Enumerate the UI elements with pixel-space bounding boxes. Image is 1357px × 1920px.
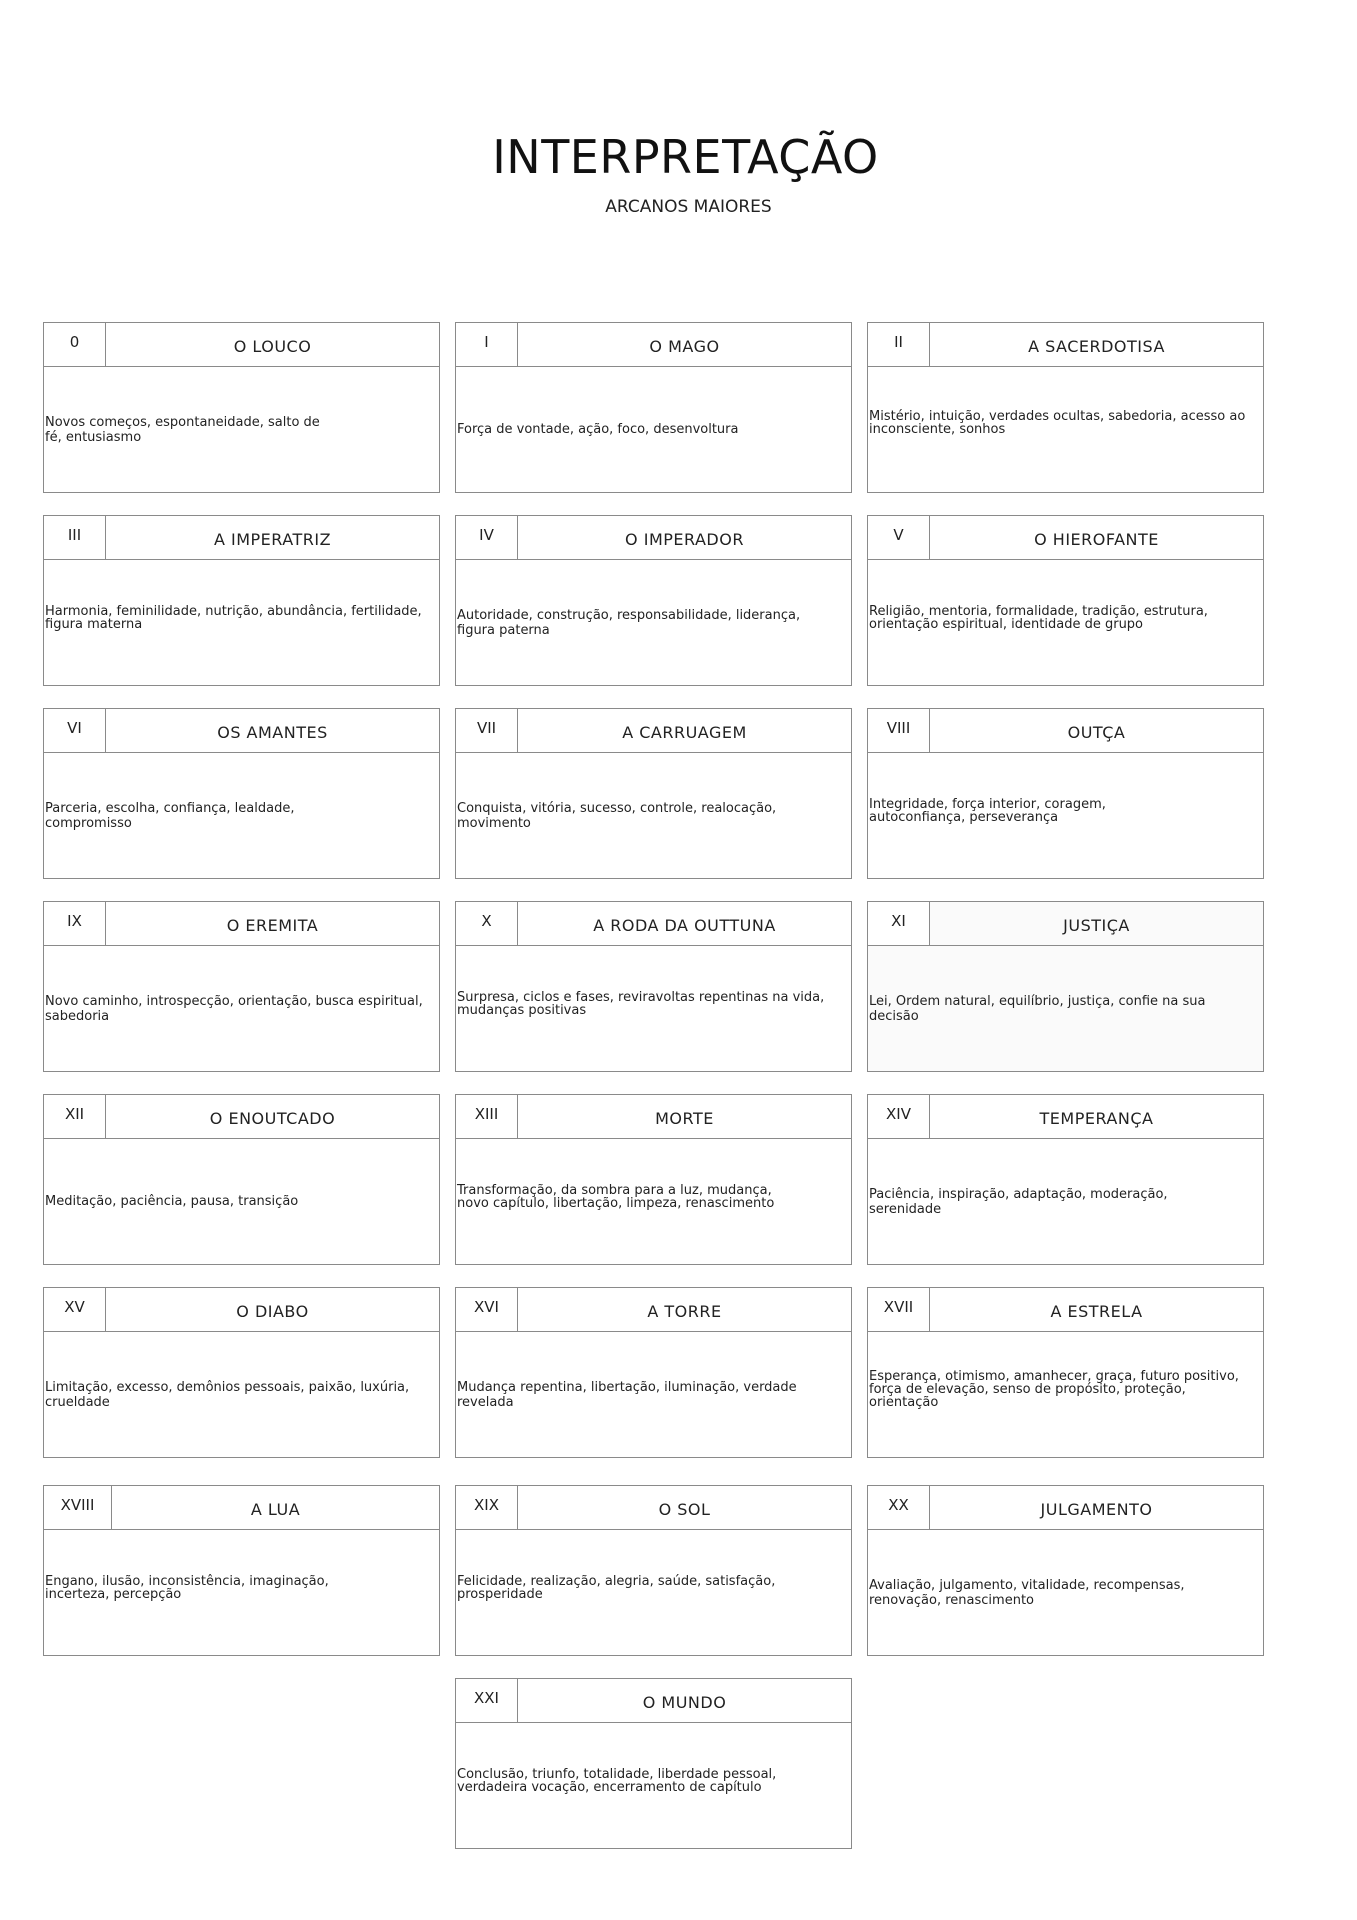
card-name: JULGAMENTO bbox=[1040, 1500, 1153, 1519]
card-name: O HIEROFANTE bbox=[1034, 530, 1159, 549]
tarot-card-11 bbox=[867, 901, 1264, 1072]
card-body bbox=[44, 753, 439, 878]
tarot-card-1 bbox=[455, 322, 852, 493]
card-meaning: Avaliação, julgamento, vitalidade, recompensas, renovação, renascimento bbox=[869, 1577, 1185, 1608]
card-meaning: Surpresa, ciclos e fases, reviravoltas repentinas na vida, mudanças positivas bbox=[457, 989, 825, 1018]
card-body bbox=[44, 367, 439, 492]
page-header bbox=[0, 130, 1357, 217]
card-number: XX bbox=[868, 1486, 930, 1529]
card-body bbox=[456, 1139, 851, 1264]
page-subtitle: ARCANOS MAIORES bbox=[605, 197, 772, 218]
card-body bbox=[456, 753, 851, 878]
card-header bbox=[868, 516, 1263, 560]
card-name: O SOL bbox=[658, 1500, 711, 1519]
card-name: TEMPERANÇA bbox=[1039, 1109, 1154, 1128]
card-number: XIV bbox=[868, 1095, 930, 1138]
card-number: X bbox=[456, 902, 518, 945]
card-header bbox=[868, 1288, 1263, 1332]
tarot-card-14 bbox=[867, 1094, 1264, 1265]
card-number: IV bbox=[456, 516, 518, 559]
tarot-card-4 bbox=[455, 515, 852, 686]
card-name: O EREMITA bbox=[226, 916, 319, 935]
card-name: O LOUCO bbox=[233, 337, 312, 356]
card-header bbox=[44, 323, 439, 367]
card-meaning: Felicidade, realização, alegria, saúde, satisfação, prosperidade bbox=[457, 1573, 776, 1602]
card-header bbox=[868, 323, 1263, 367]
tarot-card-6 bbox=[43, 708, 440, 879]
card-header bbox=[44, 902, 439, 946]
tarot-card-3 bbox=[43, 515, 440, 686]
card-body bbox=[868, 946, 1263, 1071]
tarot-card-9 bbox=[43, 901, 440, 1072]
card-header bbox=[456, 516, 851, 560]
card-body bbox=[456, 1723, 851, 1848]
card-number: XVII bbox=[868, 1288, 930, 1331]
card-header bbox=[868, 902, 1263, 946]
card-name: O DIABO bbox=[236, 1302, 309, 1321]
card-number: VII bbox=[456, 709, 518, 752]
tarot-card-19 bbox=[455, 1485, 852, 1656]
card-body bbox=[868, 367, 1263, 492]
card-meaning: Lei, Ordem natural, equilíbrio, justiça, confie na sua decisão bbox=[869, 993, 1206, 1024]
tarot-card-10 bbox=[455, 901, 852, 1072]
card-meaning: Religião, mentoria, formalidade, tradição, estrutura, orientação espiritual, identidade de grupo bbox=[869, 603, 1208, 632]
card-name: A ESTRELA bbox=[1050, 1302, 1143, 1321]
card-number: XII bbox=[44, 1095, 106, 1138]
card-name: O ENOUTCADO bbox=[209, 1109, 336, 1128]
card-header bbox=[456, 1486, 851, 1530]
card-header bbox=[456, 709, 851, 753]
card-header bbox=[456, 902, 851, 946]
card-header bbox=[44, 1486, 439, 1530]
card-number: IX bbox=[44, 902, 106, 945]
card-meaning: Conclusão, triunfo, totalidade, liberdade pessoal, verdadeira vocação, encerramento de capítulo bbox=[457, 1766, 777, 1795]
card-body bbox=[456, 1530, 851, 1655]
card-number: III bbox=[44, 516, 106, 559]
card-header bbox=[456, 1288, 851, 1332]
card-name: A TORRE bbox=[647, 1302, 722, 1321]
card-meaning: Autoridade, construção, responsabilidade, liderança, figura paterna bbox=[457, 607, 801, 638]
card-name: OUTÇA bbox=[1067, 723, 1126, 742]
card-header bbox=[456, 1095, 851, 1139]
card-meaning: Mistério, intuição, verdades ocultas, sabedoria, acesso ao inconsciente, sonhos bbox=[869, 408, 1246, 437]
card-number: XV bbox=[44, 1288, 106, 1331]
card-meaning: Harmonia, feminilidade, nutrição, abundância, fertilidade, figura materna bbox=[45, 603, 422, 632]
card-name: O IMPERADOR bbox=[625, 530, 744, 549]
tarot-card-13 bbox=[455, 1094, 852, 1265]
card-body bbox=[44, 1332, 439, 1457]
card-meaning: Paciência, inspiração, adaptação, moderação, serenidade bbox=[869, 1186, 1168, 1217]
card-name: O MAGO bbox=[649, 337, 720, 356]
card-meaning: Força de vontade, ação, foco, desenvoltura bbox=[457, 422, 739, 437]
card-number: XVI bbox=[456, 1288, 518, 1331]
card-number: XXI bbox=[456, 1679, 518, 1722]
card-name: OS AMANTES bbox=[217, 723, 328, 742]
card-meaning: Novo caminho, introspecção, orientação, busca espiritual, sabedoria bbox=[45, 993, 423, 1024]
card-number: XIII bbox=[456, 1095, 518, 1138]
card-body bbox=[44, 560, 439, 685]
card-name: A CARRUAGEM bbox=[622, 723, 747, 742]
card-number: VI bbox=[44, 709, 106, 752]
card-name: O MUNDO bbox=[642, 1693, 727, 1712]
card-number: II bbox=[868, 323, 930, 366]
tarot-card-12 bbox=[43, 1094, 440, 1265]
card-name: JUSTIÇA bbox=[930, 902, 1263, 945]
tarot-card-0 bbox=[43, 322, 440, 493]
tarot-card-18 bbox=[43, 1485, 440, 1656]
card-header bbox=[44, 1095, 439, 1139]
tarot-card-16 bbox=[455, 1287, 852, 1458]
tarot-card-15 bbox=[43, 1287, 440, 1458]
card-name: A SACERDOTISA bbox=[1028, 337, 1165, 356]
card-header bbox=[868, 1486, 1263, 1530]
card-number: XI bbox=[868, 902, 930, 945]
card-number: XIX bbox=[456, 1486, 518, 1529]
card-header bbox=[44, 709, 439, 753]
card-body bbox=[868, 1332, 1263, 1457]
tarot-card-21 bbox=[455, 1678, 852, 1849]
card-name: A IMPERATRIZ bbox=[213, 530, 332, 549]
card-name: A LUA bbox=[250, 1500, 301, 1519]
card-header bbox=[456, 323, 851, 367]
card-body bbox=[44, 946, 439, 1071]
card-body bbox=[456, 1332, 851, 1457]
card-header bbox=[44, 1288, 439, 1332]
tarot-card-7 bbox=[455, 708, 852, 879]
card-body bbox=[456, 367, 851, 492]
card-meaning: Engano, ilusão, inconsistência, imaginação, incerteza, percepção bbox=[45, 1573, 329, 1602]
card-body bbox=[44, 1530, 439, 1655]
card-meaning: Conquista, vitória, sucesso, controle, realocação, movimento bbox=[457, 800, 777, 831]
card-header bbox=[868, 1095, 1263, 1139]
tarot-card-2 bbox=[867, 322, 1264, 493]
page-title: INTERPRETAÇÃO bbox=[492, 130, 879, 184]
card-body bbox=[456, 560, 851, 685]
card-meaning: Novos começos, espontaneidade, salto de fé, entusiasmo bbox=[45, 414, 320, 445]
card-body bbox=[44, 1139, 439, 1264]
card-number: VIII bbox=[868, 709, 930, 752]
tarot-card-20 bbox=[867, 1485, 1264, 1656]
card-body bbox=[868, 560, 1263, 685]
card-meaning: Integridade, força interior, coragem, autoconfiança, perseverança bbox=[869, 796, 1106, 825]
card-number: V bbox=[868, 516, 930, 559]
card-header bbox=[868, 709, 1263, 753]
card-name: A RODA DA OUTTUNA bbox=[593, 916, 776, 935]
card-body bbox=[868, 753, 1263, 878]
card-meaning: Limitação, excesso, demônios pessoais, paixão, luxúria, crueldade bbox=[45, 1379, 410, 1410]
card-meaning: Transformação, da sombra para a luz, mudança, novo capítulo, libertação, limpeza, renascimento bbox=[457, 1182, 775, 1211]
card-body bbox=[456, 946, 851, 1071]
card-header bbox=[44, 516, 439, 560]
card-meaning: Meditação, paciência, pausa, transição bbox=[45, 1194, 299, 1209]
card-body bbox=[868, 1139, 1263, 1264]
tarot-card-5 bbox=[867, 515, 1264, 686]
card-number: XVIII bbox=[44, 1486, 112, 1529]
card-meaning: Esperança, otimismo, amanhecer, graça, futuro positivo, força de elevação, senso de propósito, proteção, orientação bbox=[869, 1369, 1239, 1410]
card-meaning: Parceria, escolha, confiança, lealdade, compromisso bbox=[45, 800, 295, 831]
card-number: 0 bbox=[44, 323, 106, 366]
card-meaning: Mudança repentina, libertação, iluminação, verdade revelada bbox=[457, 1379, 797, 1410]
card-number: I bbox=[456, 323, 518, 366]
card-body bbox=[868, 1530, 1263, 1655]
card-header bbox=[456, 1679, 851, 1723]
tarot-card-8 bbox=[867, 708, 1264, 879]
card-name: MORTE bbox=[655, 1109, 714, 1128]
tarot-card-17 bbox=[867, 1287, 1264, 1458]
